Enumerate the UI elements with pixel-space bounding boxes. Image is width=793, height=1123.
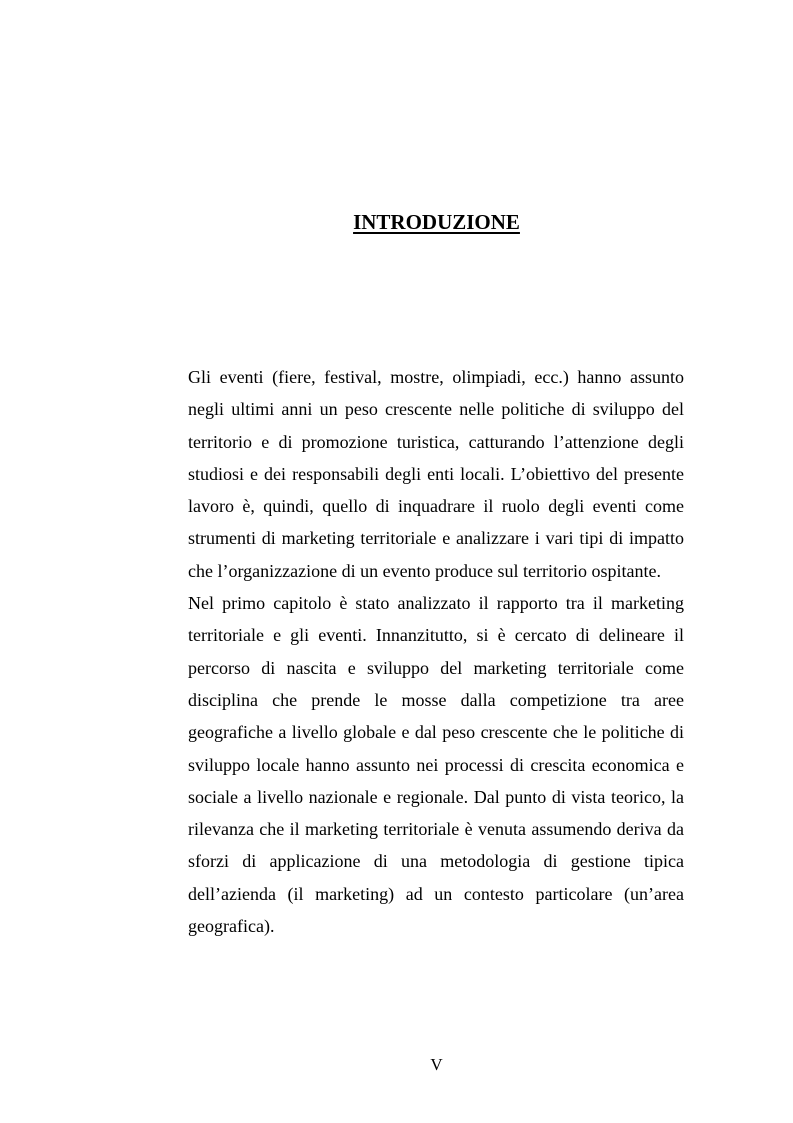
page-title: INTRODUZIONE [353,210,520,234]
body-text [188,361,684,942]
paragraph-2: Nel primo capitolo è stato analizzato il rapporto tra il marketing territoriale e gli eventi. Innanzitutto, si è cercato di delineare il percorso di nascita e sviluppo del marketing territoriale come disciplina che prende le mosse dalla competizione tra aree geografiche a livello globale e dal peso crescente che le politiche di sviluppo locale hanno assunto nei processi di crescita economica e sociale a livello nazionale e regionale. Dal punto di vista teorico, la rilevanza che il marketing territoriale è venuta assumendo deriva da sforzi di applicazione di una metodologia di gestione tipica dell’azienda (il marketing) ad un contesto particolare (un’area geografica). [188,593,684,937]
page-number: V [430,1055,443,1074]
paragraph-1: Gli eventi (fiere, festival, mostre, olimpiadi, ecc.) hanno assunto negli ultimi anni un peso crescente nelle politiche di sviluppo del territorio e di promozione turistica, catturando l’attenzione degli studiosi e dei responsabili degli enti locali. L’obiettivo del presente lavoro è, quindi, quello di inquadrare il ruolo degli eventi come strumenti di marketing territoriale e analizzare i vari tipi di impatto che l’organizzazione di un evento produce sul territorio ospitante. [188,367,684,581]
